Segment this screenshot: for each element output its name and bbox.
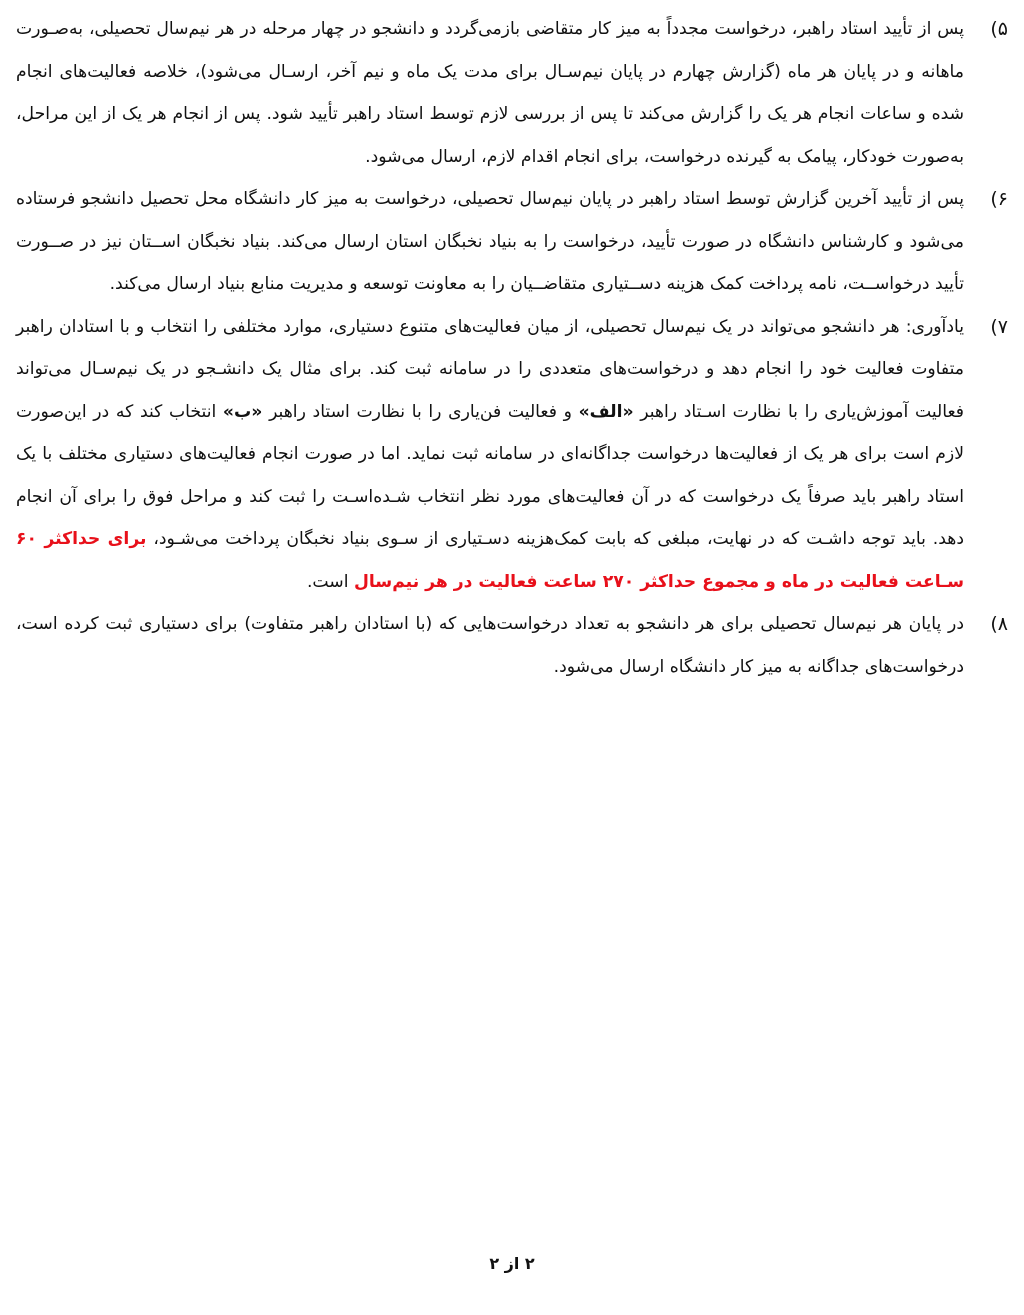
list-number: ۶) <box>990 188 1008 210</box>
text-segment: یادآوری: هر دانشجو می‌تواند در یک نیم‌سال تحصیلی، از میان فعالیت‌های متنوع دستیاری، موارد مختلفی را انتخاب و با استادان راهبر متفاوت فعالیت خود را انجام دهد و درخواست‌های متعددی را در سامانه ثبت کند. برای مثال یک دانشـجو در یک نیم‌سـال می‌تواند فعالیت آموزش‌یاری را با نظارت اسـتاد راهبر <box>16 316 964 422</box>
list-item-text <box>16 306 964 604</box>
list-item-text: پس از تأیید آخرین گزارش توسط استاد راهبر در پایان نیم‌سال تحصیلی، درخواست به میز کار دانشگاه محل تحصیل دانشجو فرستاده می‌شود و کارشناس دانشگاه در صورت تأیید، درخواست را به بنیاد نخبگان استان ارسال می‌کند. بنیاد نخبگان اســتان نیز در صــورت تأیید درخواســت، نامه پرداخت کمک هزینه دســتیاری متقاضــیان را به معاونت توسعه و مدیریت منابع بنیاد ارسال می‌کند. <box>16 189 964 294</box>
list-number: ۸) <box>990 613 1008 635</box>
text-segment: و فعالیت فن‌یاری را با نظارت استاد راهبر <box>262 401 579 422</box>
page-number: ۲ از ۲ <box>489 1254 535 1273</box>
bold-label-be: «ب» <box>222 401 263 422</box>
list-item-6 <box>16 178 1008 306</box>
list-item-text: پس از تأیید استاد راهبر، درخواست مجدداً به میز کار متقاضی بازمی‌گردد و دانشجو در چهار مرحله در هر نیم‌سال تحصیلی، به‌صـورت ماهانه و در پایان هر ماه (گزارش چهارم در پایان نیم‌سـال برای مدت یک ماه و نیم آخر، ارسـال می‌شود)، خلاصه فعالیت‌های انجام شده و ساعات انجام هر یک را گزارش می‌کند تا پس از بررسی لازم توسط استاد راهبر تأیید شود. پس از انجام هر یک از این مراحل، به‌صورت خودکار، پیامک به گیرنده درخواست، برای انجام اقدام لازم، ارسال می‌شود. <box>16 19 964 167</box>
list-item-8 <box>16 603 1008 688</box>
highlighted-limit-text: برای حداکثر ۶۰ سـاعت فعالیت در ماه و مجموع حداکثر ۲۷۰ ساعت فعالیت در هر نیم‌سال <box>16 529 964 592</box>
list-number: ۷) <box>990 315 1008 338</box>
bold-label-alef: «الف» <box>578 401 634 422</box>
list-item-5 <box>16 8 1008 178</box>
list-item-7 <box>16 306 1008 604</box>
list-item-text: در پایان هر نیم‌سال تحصیلی برای هر دانشجو به تعداد درخواست‌هایی که (با استادان راهبر متفاوت) برای دستیاری ثبت کرده است، درخواست‌های جداگانه به میز کار دانشگاه ارسال می‌شود. <box>16 614 964 677</box>
text-segment: انتخاب کند که در این‌صورت لازم است برای هر یک از فعالیت‌ها درخواست جداگانه‌ای در سامانه ثبت نماید. اما در صورت انجام فعالیت‌های دستیاری مختلف با یک استاد راهبر باید صرفاً یک درخواست که در آن فعالیت‌های مورد نظر انتخاب شـده‌اسـت را ثبت کند و مراحل فوق را برای آن انجام دهد. باید توجه داشـت که در نهایت، مبلغی که بابت کمک‌هزینه دسـتیاری از سـوی بنیاد نخبگان پرداخت می‌شـود، <box>16 401 965 549</box>
text-segment: است. <box>306 571 354 592</box>
document-page <box>16 8 1008 688</box>
list-number: ۵) <box>990 18 1008 40</box>
